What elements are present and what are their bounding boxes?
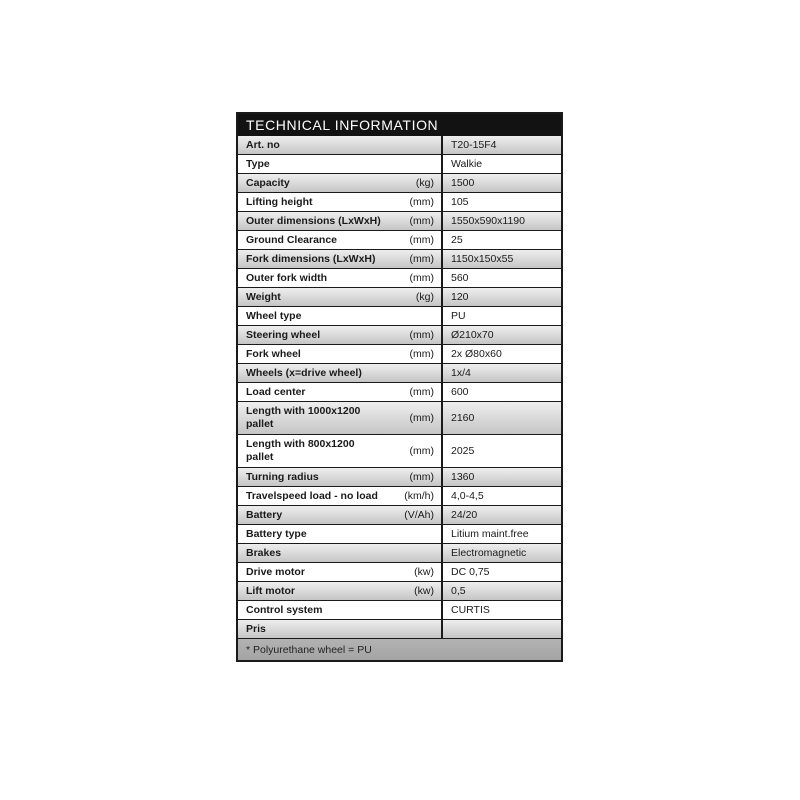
- row-label-cell: [238, 435, 443, 467]
- table-row: [238, 250, 561, 269]
- row-unit: (kw): [414, 566, 434, 578]
- row-value: 25: [451, 234, 463, 246]
- row-label-cell: [238, 307, 443, 325]
- row-value: 24/20: [451, 509, 478, 521]
- row-label: Wheels (x=drive wheel): [246, 366, 362, 379]
- row-label: Battery type: [246, 527, 307, 540]
- row-label: Fork dimensions (LxWxH): [246, 252, 376, 265]
- row-label-cell: [238, 620, 443, 638]
- row-value: 2160: [451, 412, 475, 424]
- row-label: Outer dimensions (LxWxH): [246, 214, 381, 227]
- row-unit: (mm): [409, 445, 434, 457]
- table-row: [238, 269, 561, 288]
- row-label-cell: [238, 231, 443, 249]
- row-label-cell: [238, 525, 443, 543]
- row-value: PU: [451, 310, 466, 322]
- row-unit: (V/Ah): [404, 509, 434, 521]
- row-label: Battery: [246, 508, 283, 521]
- row-value: 120: [451, 291, 469, 303]
- table-footnote: * Polyurethane wheel = PU: [238, 639, 561, 660]
- row-label: Control system: [246, 603, 323, 616]
- row-unit: (mm): [409, 234, 434, 246]
- row-value: 1500: [451, 177, 475, 189]
- row-value: Litium maint.free: [451, 528, 529, 540]
- row-label-cell: [238, 383, 443, 401]
- table-row: [238, 136, 561, 155]
- row-label-cell: [238, 487, 443, 505]
- row-value: 1x/4: [451, 367, 471, 379]
- row-label: Weight: [246, 290, 281, 303]
- row-value: 560: [451, 272, 469, 284]
- row-label: Turning radius: [246, 470, 319, 483]
- row-label: Brakes: [246, 546, 282, 559]
- row-label-cell: [238, 269, 443, 287]
- row-value: Walkie: [451, 158, 483, 170]
- row-label-cell: [238, 544, 443, 562]
- table-row: [238, 544, 561, 563]
- table-row: [238, 582, 561, 601]
- row-label-cell: [238, 364, 443, 382]
- row-label-cell: [238, 345, 443, 363]
- row-value: [443, 620, 561, 638]
- row-unit: (mm): [409, 348, 434, 360]
- row-label: Lift motor: [246, 584, 295, 597]
- row-unit: (mm): [409, 272, 434, 284]
- row-unit: (mm): [409, 253, 434, 265]
- row-unit: (km/h): [404, 490, 434, 502]
- row-label-cell: [238, 506, 443, 524]
- row-value: 2025: [451, 445, 475, 457]
- row-unit: (kg): [415, 291, 434, 303]
- row-label-cell: [238, 288, 443, 306]
- row-value: T20-15F4: [451, 139, 497, 151]
- row-value: 1550x590x1190: [451, 215, 525, 227]
- row-label: Lifting height: [246, 195, 313, 208]
- technical-information-table: [236, 112, 563, 662]
- row-value: 600: [451, 386, 469, 398]
- table-row: [238, 620, 561, 639]
- table-row: [238, 364, 561, 383]
- row-label-cell: [238, 193, 443, 211]
- row-value: 1150x150x55: [451, 253, 514, 265]
- row-label-cell: [238, 563, 443, 581]
- row-unit: (kg): [415, 177, 434, 189]
- row-label: Ground Clearance: [246, 233, 338, 246]
- table-row: [238, 193, 561, 212]
- row-label-cell: [238, 468, 443, 486]
- row-value: 0,5: [451, 585, 466, 597]
- row-unit: (mm): [409, 196, 434, 208]
- row-label-cell: [238, 582, 443, 600]
- table-row: [238, 487, 561, 506]
- row-label-cell: [238, 212, 443, 230]
- table-row: [238, 435, 561, 468]
- row-label: Type: [246, 157, 270, 170]
- row-unit: (mm): [409, 386, 434, 398]
- row-label: Drive motor: [246, 565, 305, 578]
- row-label-cell: [238, 155, 443, 173]
- row-label: Wheel type: [246, 309, 302, 322]
- row-value: 2x Ø80x60: [451, 348, 502, 360]
- row-unit: (mm): [409, 329, 434, 341]
- table-row: [238, 326, 561, 345]
- row-label-cell: [238, 402, 443, 434]
- row-label-cell: [238, 136, 443, 154]
- table-row: [238, 231, 561, 250]
- table-row: [238, 345, 561, 364]
- table-body: [238, 136, 561, 639]
- table-row: [238, 212, 561, 231]
- row-value: 1360: [451, 471, 475, 483]
- row-unit: (mm): [409, 471, 434, 483]
- table-row: [238, 402, 561, 435]
- table-title: TECHNICAL INFORMATION: [238, 114, 561, 136]
- row-unit: (kw): [414, 585, 434, 597]
- row-value: DC 0,75: [451, 566, 490, 578]
- row-label-cell: [238, 250, 443, 268]
- table-row: [238, 468, 561, 487]
- row-label: Fork wheel: [246, 347, 301, 360]
- row-label: Steering wheel: [246, 328, 321, 341]
- row-label: Length with 800x1200 pallet: [246, 438, 355, 463]
- row-label: Pris: [246, 622, 266, 635]
- row-unit: (mm): [409, 412, 434, 424]
- row-label: Capacity: [246, 176, 290, 189]
- row-value: CURTIS: [451, 604, 490, 616]
- row-value: 4,0-4,5: [451, 490, 484, 502]
- row-value: Ø210x70: [451, 329, 494, 341]
- table-row: [238, 288, 561, 307]
- table-row: [238, 383, 561, 402]
- row-label: Outer fork width: [246, 271, 328, 284]
- row-unit: (mm): [409, 215, 434, 227]
- table-row: [238, 506, 561, 525]
- table-row: [238, 307, 561, 326]
- row-label: Travelspeed load - no load: [246, 489, 378, 502]
- table-row: [238, 563, 561, 582]
- row-label-cell: [238, 601, 443, 619]
- table-row: [238, 601, 561, 620]
- row-label: Load center: [246, 385, 306, 398]
- row-label-cell: [238, 326, 443, 344]
- table-row: [238, 525, 561, 544]
- row-label: Length with 1000x1200 pallet: [246, 405, 361, 430]
- row-label-cell: [238, 174, 443, 192]
- table-row: [238, 155, 561, 174]
- row-value: 105: [451, 196, 469, 208]
- row-value: Electromagnetic: [451, 547, 527, 559]
- row-label: Art. no: [246, 138, 280, 151]
- table-row: [238, 174, 561, 193]
